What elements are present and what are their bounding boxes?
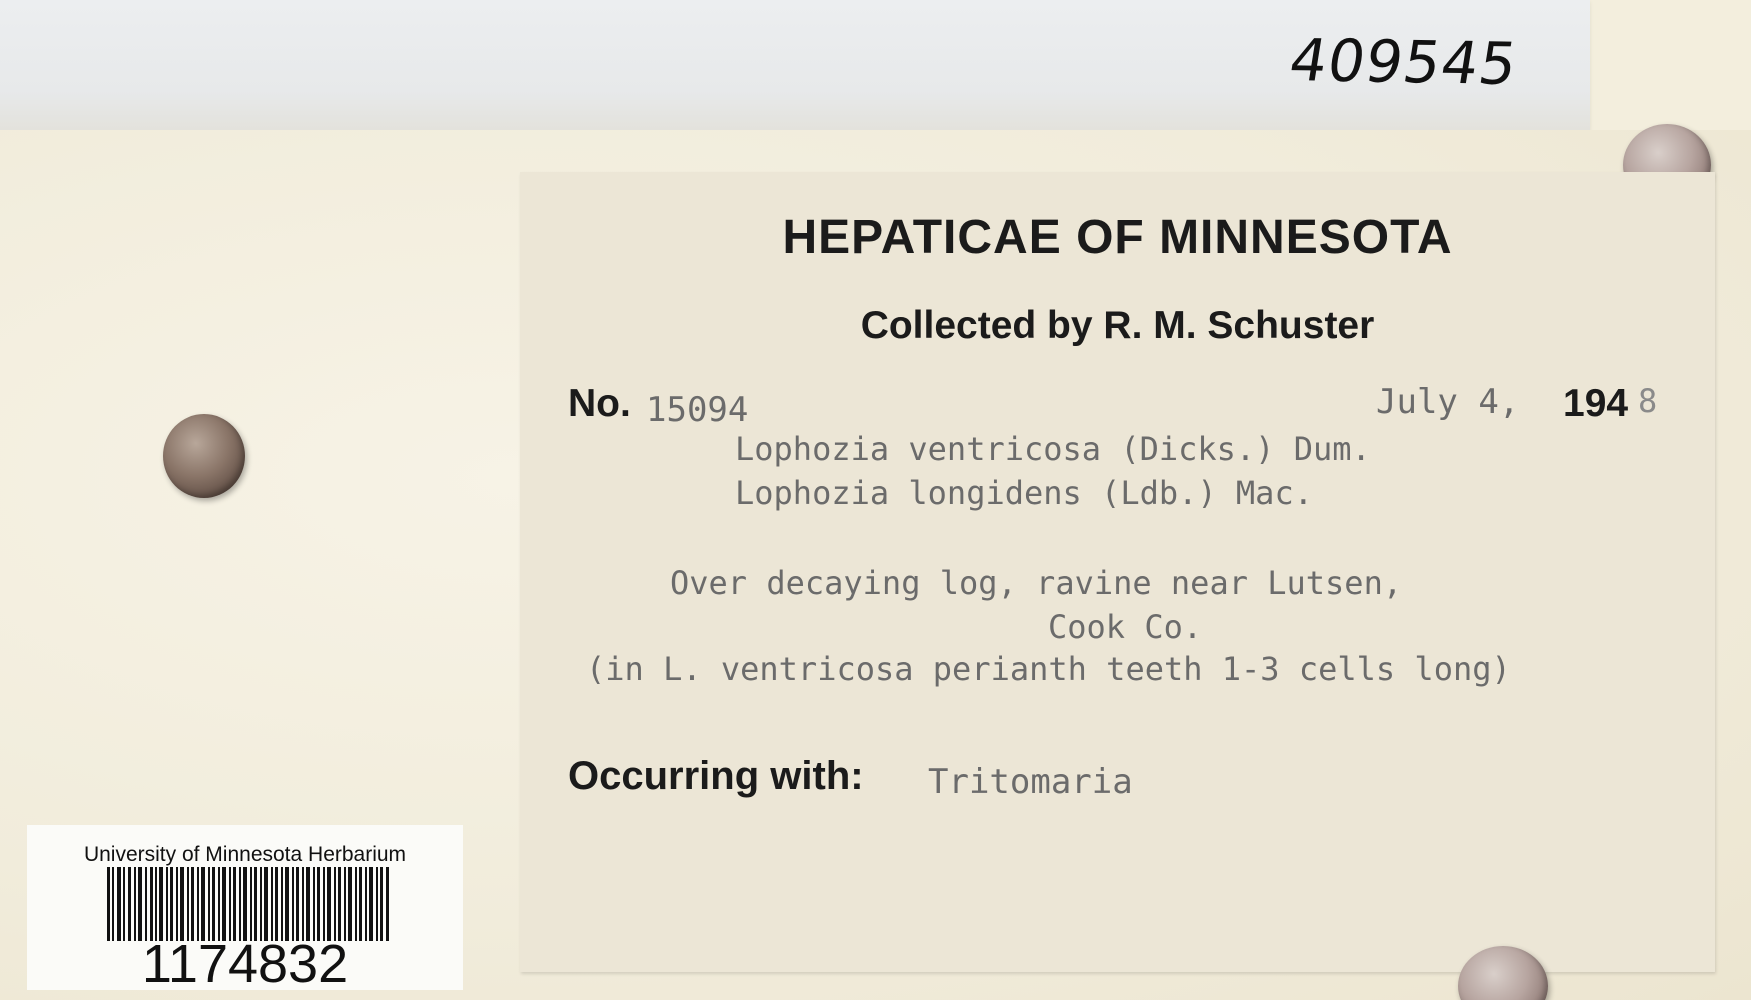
date-year-printed: 194 bbox=[1563, 382, 1629, 425]
occurring-with-label: Occurring with: bbox=[568, 754, 864, 798]
date-year-digit: 8 bbox=[1638, 382, 1658, 420]
specimen-label bbox=[520, 172, 1715, 972]
locality-line-2: Cook Co. bbox=[1048, 608, 1203, 646]
barcode-number: 1174832 bbox=[141, 934, 349, 994]
barcode-graphic bbox=[107, 867, 389, 941]
institution-name: University of Minnesota Herbarium bbox=[83, 843, 407, 866]
locality-line-3: (in L. ventricosa perianth teeth 1-3 cells long) bbox=[586, 650, 1511, 688]
locality-line-1: Over decaying log, ravine near Lutsen, bbox=[670, 564, 1403, 602]
rivet-left bbox=[163, 414, 245, 498]
taxon-line-1: Lophozia ventricosa (Dicks.) Dum. bbox=[735, 430, 1371, 468]
accession-number: 409545 bbox=[1284, 26, 1523, 98]
label-title: HEPATICAE OF MINNESOTA bbox=[782, 211, 1453, 264]
barcode-tag bbox=[27, 825, 463, 994]
number-label: No. bbox=[568, 382, 631, 425]
taxon-line-2: Lophozia longidens (Ldb.) Mac. bbox=[735, 474, 1313, 512]
collection-number: 15094 bbox=[646, 390, 749, 430]
occurring-with-value: Tritomaria bbox=[928, 762, 1133, 802]
collection-date: July 4, bbox=[1376, 382, 1520, 422]
collector-line: Collected by R. M. Schuster bbox=[860, 304, 1375, 347]
accession-strip bbox=[0, 0, 1590, 130]
